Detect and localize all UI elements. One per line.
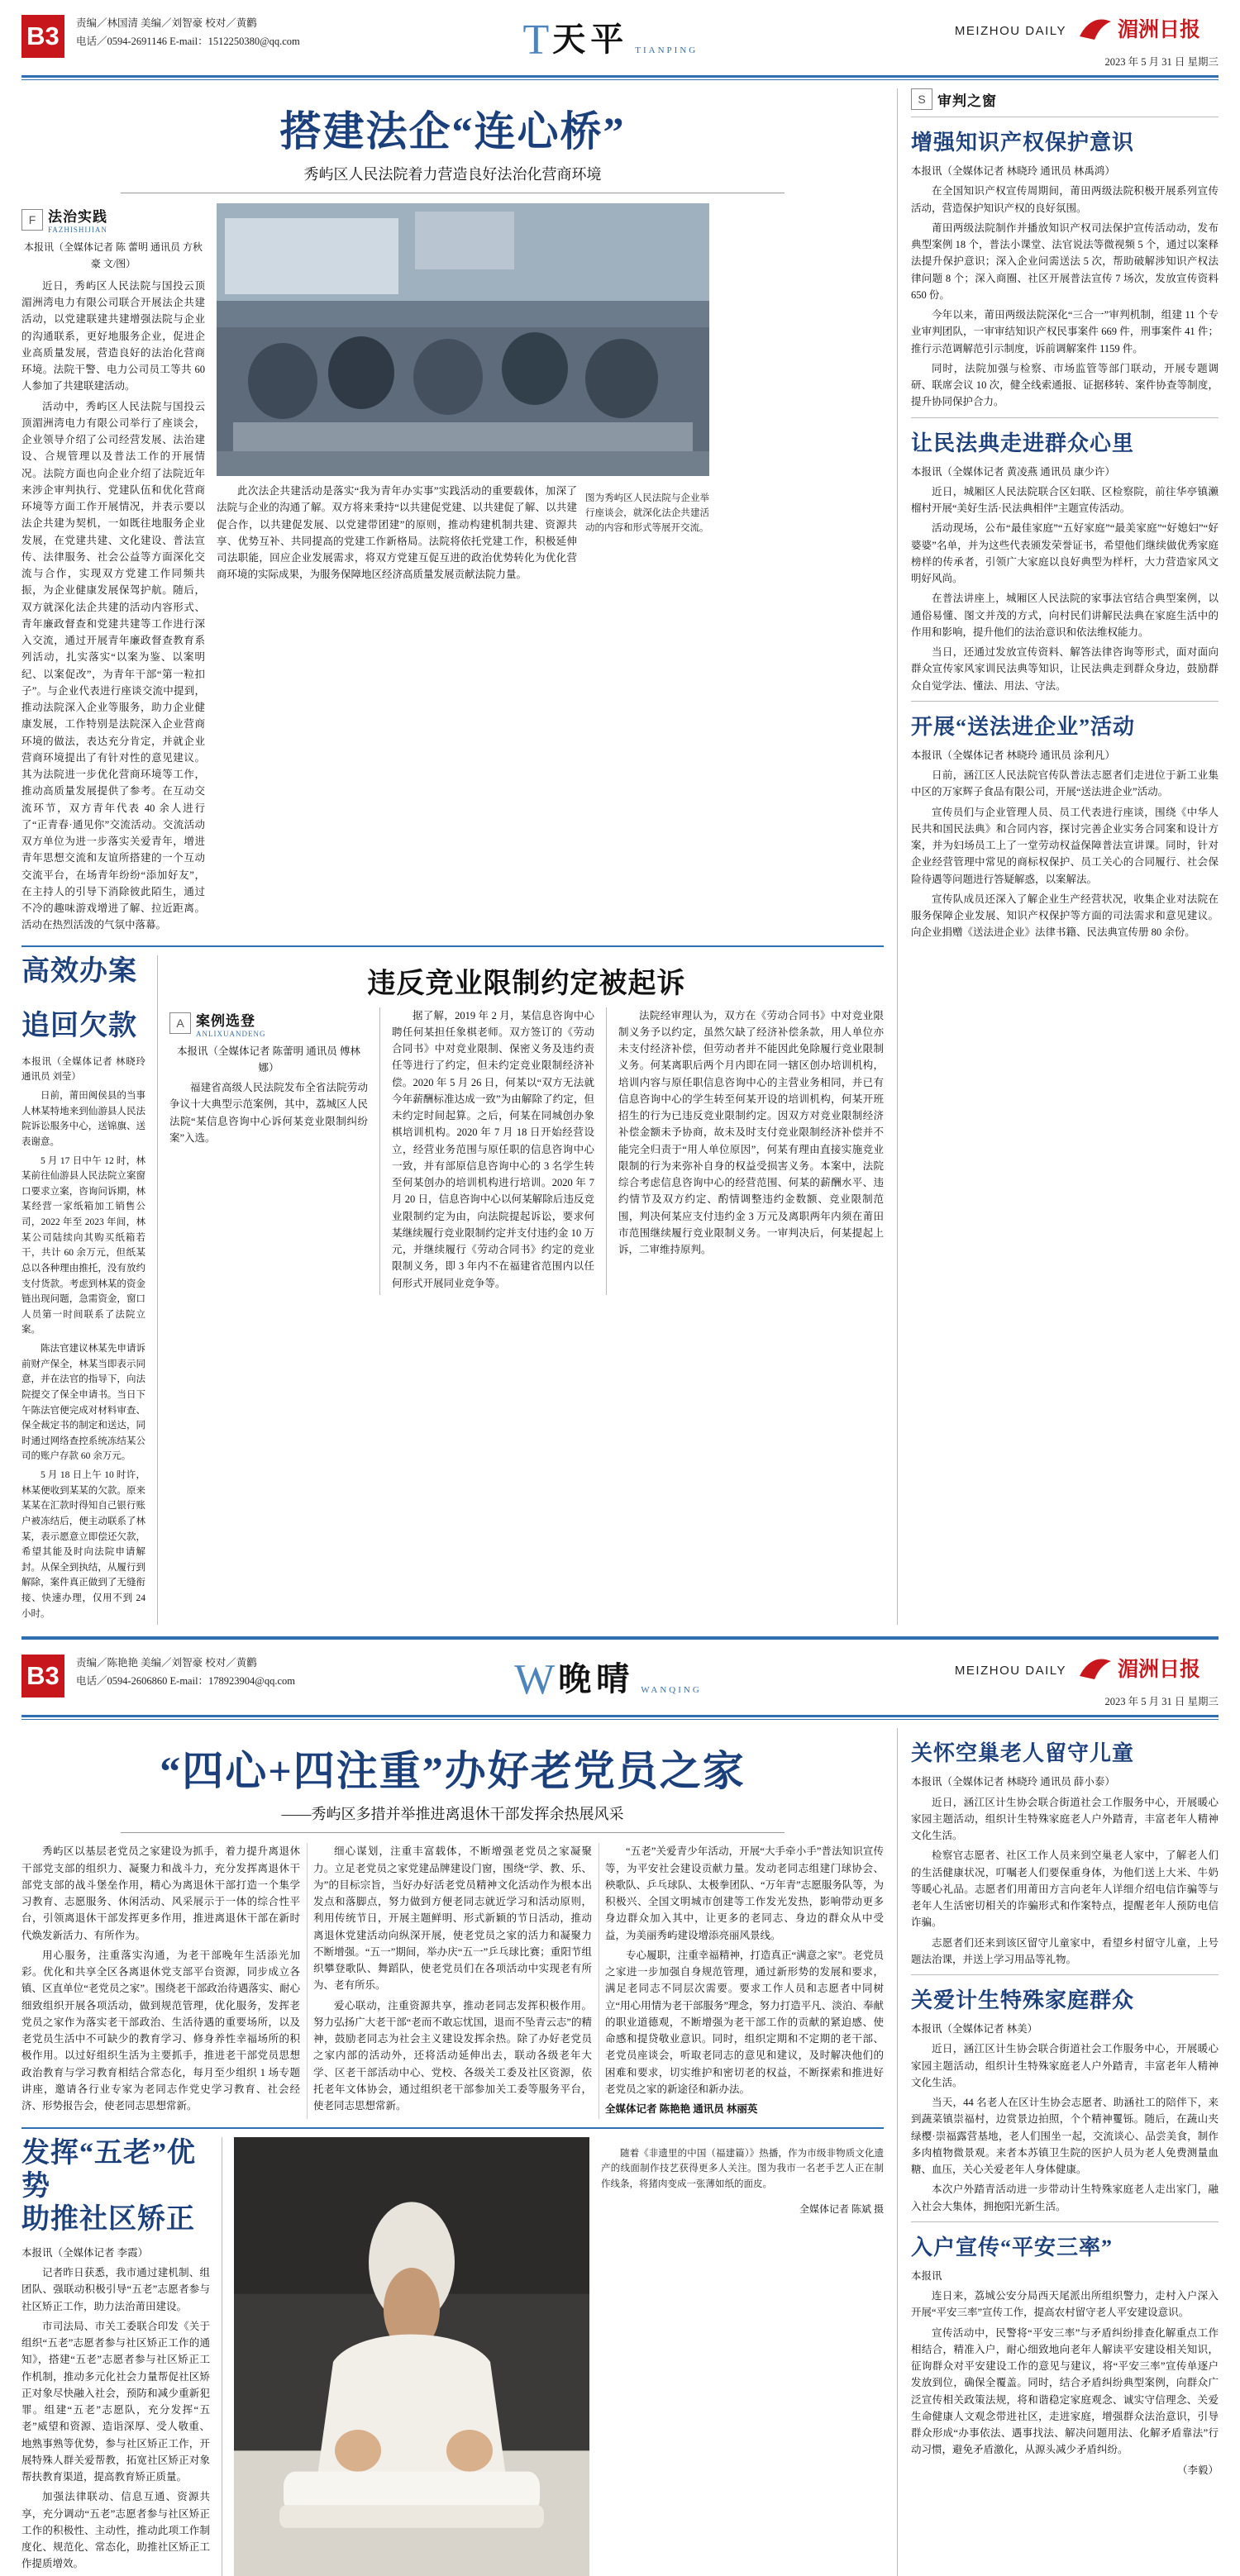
- second-lead-subhead: ——秀屿区多措并举推进离退休干部发挥余热展风采: [281, 1806, 624, 1823]
- bottom-page-body: [0, 1720, 1240, 2575]
- lead-para-0: 近日，秀屿区人民法院与国投云顶湄洲湾电力有限公司联合开展法企共建活动，以党建联建共建增强法院与企业的沟通联系，更好地服务企业，促进企业高质量发展，营造良好的法治化营商环境。法院干警、电力公司员工等共 60 人参加了共建联建活动。: [21, 279, 205, 393]
- five-elders-article: [21, 2137, 210, 2576]
- side-1-para-2: 在普法讲座上，城厢区人民法院的家事法官结合典型案例，以通俗易懂、图文并茂的方式，向村民们讲解民法典在家庭生活中的作用和影响，提升他们的法治意识和依法维权能力。: [911, 593, 1219, 638]
- lead-section-title: 法治实践: [48, 209, 107, 225]
- mid-byline: 本报讯（全媒体记者 陈蕾明 通讯员 傅林娜）: [177, 1045, 360, 1074]
- bottom-side-0-para-1: 检察官志愿者、社区工作人员来到空巢老人家中，了解老人们的生活健康状况，叮嘱老人们要保重身体，为他们送上大米、牛奶等暖心礼品。志愿者们用莆田方言向老年人详细介绍电信诈骗等与老年人生活密切相关的诈骗形式和作案特点，提醒老年人预防电信诈骗。: [911, 1850, 1219, 1929]
- side-byline-2: 本报讯（全媒体记者 林晓玲 通讯员 涂利凡）: [911, 749, 1115, 761]
- chef-caption-credit: 全媒体记者 陈斌 摄: [799, 2202, 884, 2215]
- mid-section-title: 案例选登: [196, 1012, 255, 1029]
- second-lead-para-0: 秀屿区以基层老党员之家建设为抓手，着力提升离退休干部党支部的组织力、凝聚力和战斗力，充分发挥离退休干部党支部的战斗堡垒作用，精心为离退休干部打造一个集学习教育、志愿服务、休闲活动、风采展示于一体的综合性平台，引领离退休干部发挥更多作用，推进离退休干部在新时代焕发新活力、有所作为。: [21, 1845, 300, 1941]
- bottom-side-divider-0: [911, 1974, 1219, 1975]
- second-lead-body: [21, 1843, 884, 2118]
- page-separator: [21, 1636, 1219, 1640]
- lead-section-label: [21, 205, 205, 234]
- lead-photo: [217, 203, 709, 476]
- vertical-rule-1: [157, 955, 158, 1626]
- mid-section-pinyin: ANLIXUANDENG: [196, 1029, 266, 1038]
- second-lead-signature: 全媒体记者 陈艳艳 通讯员 林丽英: [605, 2103, 758, 2115]
- lead-para-1: 活动中，秀屿区人民法院与国投云顶湄洲湾电力有限公司举行了座谈会，企业领导介绍了公司经营发展、法治建设、合规管理以及普法工作的开展情况。法院方面也向企业介绍了法院近年来涉企审判执行、党建队伍和优化营商环境等方面工作开展情况，并表示要以法企共建为契机，一如既往地服务企业发展，在党建共建、文化建设、普法宣传、法律服务、社会公益等方面深化交流与合作，实现双方党建工作同频共振，为企业健康发展保驾护航。随后，双方就深化法企共建的活动内容形式、青年廉政督查和党建共建等工作进行深入交流，通过开展青年廉政督查教育系列活动，扎实落实“以案为鉴、以案明纪、以案促改”，为青年干部“第一粒扣子”。与企业代表进行座谈交流中提到，推动法院深入企业等服务，助力企业健康发展，工作特别是法院深入企业营商环境的做法，表达充分肯定，并就企业营商环境提出了有针对性的意见建议。其为法院进一步优化营商环境等工作，推动高质量发展提供了参考。在互动交流环节，双方青年代表 40 余人进行了“正青春·通见你”交流活动。交流活动双方单位为进一步落实关爱青年，增进青年思想交流和友谊所搭建的一个互动交流平台，在场青年纷纷“添加好友”，在主持人的引导下消除彼此陌生，通过不冷的趣味游戏增进了解、拉近距离。活动在热烈活泼的气氛中落幕。: [21, 400, 205, 931]
- side-2-para-1: 宣传员们与企业管理人员、员工代表进行座谈，围绕《中华人民共和国民法典》和合同内容，探讨完善企业实务合同案和设计方案，并为妇场员工上了一堂劳动权益保障普法宣讲课。同时，针对企业经营管理中常见的商标权保护、员工关心的合同履行、社会保险待遇等问题进行答疑解惑，以案解法。: [911, 806, 1219, 885]
- side-section-initial-icon: S: [911, 88, 932, 110]
- bottom-side-title-1: 关爱计生特殊家庭群众: [911, 1988, 1135, 2012]
- section-initial-icon: F: [21, 209, 43, 231]
- five-elders-para-0: 记者昨日获悉，我市通过建机制、组团队、强联动积极引导“五老”志愿者参与社区矫正工作，助力法治莆田建设。: [21, 2267, 210, 2312]
- side-section-badge: [911, 88, 1219, 110]
- bottom-side-0-para-2: 志愿者们还来到该区留守儿童家中，看望乡村留守儿童，上号题法治课，并送上学习用品等礼物。: [911, 1936, 1219, 1965]
- side-1-para-1: 活动现场，公布“最佳家庭”“五好家庭”“最美家庭”“好媳妇”“好婆婆”名单，并为这些代表颁发荣誉证书，希望他们继续做优秀家庭榜样的传承者，引领广大家庭以良好典型为样杆，大力营造家风文明好风尚。: [911, 522, 1219, 584]
- chef-caption-block: [601, 2137, 884, 2576]
- efficient-para-0: 日前，莆田闽侯县的当事人林某特地来到仙游县人民法院诉讼服务中心，送锦旗、送表谢意。: [21, 1091, 145, 1147]
- side-article-1: [911, 426, 1219, 694]
- bottom-side-article-0: [911, 1736, 1219, 1968]
- section-title-bottom: 晚晴: [558, 1660, 635, 1698]
- masthead-rule-bottom: [21, 1715, 1219, 1717]
- five-elders-para-1: 市司法局、市关工委联合印发《关于组织“五老”志愿者参与社区矫正工作的通知》，搭建“五老”志愿者参与社区矫正工作机制，推动多元化社会力量帮促社区矫正对象尽快融入社会，预防和减少重新犯罪。组建“五老”志愿队，充分发挥“五老”威望和资源、造诣深厚、受人敬重、地熟事熟等优势，参与社区矫正工作，开展特殊人群关爱帮教，拓宽社区矫正对象帮扶教育渠道，提高教育矫正质量。: [21, 2320, 210, 2483]
- mid-section-label: [169, 1009, 368, 1038]
- section-pinyin-bottom: WANQING: [641, 1685, 702, 1696]
- side-0-para-0: 在全国知识产权宣传周期间，莆田两级法院积极开展系列宣传活动，营造保护知识产权的良好氛围。: [911, 185, 1219, 214]
- efficient-title-1: 高效办案: [21, 955, 137, 987]
- svg-text:湄洲日报: 湄洲日报: [1118, 19, 1201, 41]
- efficient-article: [21, 955, 145, 1626]
- masthead-credits-bottom: [76, 1655, 295, 1691]
- lead-subhead: 秀屿区人民法院着力营造良好法治化营商环境: [303, 166, 602, 183]
- svg-text:湄洲日报: 湄洲日报: [1118, 1659, 1201, 1682]
- second-lead-headline: “四心+四注重”办好老党员之家: [160, 1748, 746, 1795]
- lead-section-pinyin: FAZHISHIJIAN: [48, 226, 107, 234]
- chef-photo: [234, 2137, 589, 2576]
- bottom-side-byline-0: 本报讯（全媒体记者 林晓玲 通讯员 薛小泰）: [911, 1776, 1115, 1788]
- five-elders-title-2: 助推社区矫正: [21, 2203, 195, 2235]
- efficient-para-1: 5 月 17 日中午 12 时，林某前往仙游县人民法院立案窗口要求立案，咨询问诉期，林某经营一家纸箱加工销售公司，2022 年至 2023 年间，林某公司陆续向其购买纸箱若干，共计 60 余万元，但纸某总以各种理由推托，没有放约支付货款。考虑到林某的资金链出现问题，急需资金，窗口人员第一时间联系了法院立案。: [21, 1155, 145, 1336]
- bottom-side-1-para-1: 当天，44 名老人在区计生协会志愿者、助涵社工的陪伴下，来到蔬菜镇崇福村，边赏景边拍照，个个精神矍铄。随后，在蔬山夹绿樱·崇福露营基地，老人们围坐一起，交流谈心、品尝美食，制作多肉植物微景观。来者本苏镇卫生院的医护人员为老人免费测量血糖、血压，关心关爱老年人身体健康。: [911, 2097, 1219, 2175]
- bottom-side-byline-2: 本报讯: [911, 2269, 942, 2282]
- masthead-brand-top: [921, 15, 1219, 69]
- section-title-top: 天平: [552, 21, 629, 58]
- credit-line-1-bottom: 责编／陈艳艳 美编／刘智豪 校对／黄鹳: [76, 1657, 257, 1669]
- bottom-side-2-para-0: 连日来，荔城公安分局西天尾派出所组织警力，走村入户深入开展“平安三率”宣传工作，提高农村留守老人平安建设意识。: [911, 2290, 1219, 2319]
- section-initial-bottom: W: [514, 1656, 556, 1704]
- lead-article: [21, 203, 884, 937]
- bottom-main-divider: [21, 2127, 884, 2129]
- mid-headline: 违反竞业限制约定被起诉: [367, 968, 686, 999]
- side-1-para-3: 当日，还通过发放宣传资料、解答法律咨询等形式，面对面向群众宣传家风家训民法典等知识，让民法典走到群众身边，鼓励群众自觉学法、懂法、用法、守法。: [911, 646, 1219, 692]
- mid-article: [169, 955, 884, 1626]
- side-0-para-3: 同时，法院加强与检察、市场监管等部门联动，开展专题调研、联席会议 10 次，健全线索通报、证据移转、案件协查等制度，提升协同保护合力。: [911, 362, 1219, 408]
- efficient-byline: 本报讯（全媒体记者 林晓玲 通讯员 刘莹）: [21, 1056, 145, 1083]
- top-main-column: [21, 88, 898, 1625]
- mid-para-2: 法院经审理认为，双方在《劳动合同书》中对竞业限制义务予以约定，虽然欠缺了经济补偿条款，用人单位亦未支付经济补偿，但劳动者并不能因此免除履行竞业限制义务。何某离职后两个月内即在同一辖区创办培训机构，培训内容与原任职信息咨询中心的主营业务相同，并已有信息咨询中心的学生转至何某开设的培训机构，何某开班招生的行为已违反竞业限制约定。因双方对竞业限制经济补偿金额未予协商，故未及时支付竞业限制经济补偿并不能完全归责于“用人单位原因”，何某有理由直接实施竞业限制的行为来弥补自身的权益受损害义务。本案中，法院综合考虑信息咨询中心的经营范围、何某的薪酬水平、违约情节及双方约定、酌情调整违约金数额、竞业限制范围，判决何某应支付违约金 3 万元及离职两年内须在莆田市范围继续履行竞业限制义务。一审判决后，何某提起上诉，二审维持原判。: [618, 1009, 884, 1256]
- side-byline-0: 本报讯（全媒体记者 林晓玲 通讯员 林禹鸿）: [911, 165, 1115, 177]
- side-divider-2: [911, 701, 1219, 702]
- credit-line-2-bottom: 电话／0594-2606860 E-mail：178923904@qq.com: [76, 1675, 295, 1688]
- bottom-side-article-2: [911, 2231, 1219, 2478]
- masthead-bottom: [0, 1651, 1240, 1708]
- side-0-para-1: 莆田两级法院制作并播放知识产权司法保护宣传活动动，发布典型案例 18 个，普法小课堂、法官说法等微视频 5 个，通过以案释法提升保护意识；深入企业问需送法 5 次，帮助破解涉知识产权法律问题 8 个；深入商圈、社区开展普法宣传 7 场次，发放宣传资料 650 份。: [911, 221, 1219, 301]
- top-side-column: [898, 88, 1219, 1625]
- side-divider-1: [911, 417, 1219, 418]
- second-lead-para-4: “五老”关爱青少年活动，开展“大手牵小手”普法知识宣传等，为平安社会建设贡献力量。发动老同志组建门球协会、秧歌队、乒乓球队、太极拳团队、“万年青”志愿服务队等，为积极兴、全国文明城市创建等工作发光发热，影响带动更多身边群众加入其中，让更多的老同志、身边的群众从中受益，为美丽秀屿建设增添亮丽风景线。: [605, 1845, 884, 1941]
- masthead-top: [0, 0, 1240, 69]
- bottom-side-column: [898, 1728, 1219, 2575]
- side-1-para-0: 近日，城厢区人民法院联合区妇联、区检察院，前往华亭镇濑榴村开展“美好生活·民法典相伴”主题宣传活动。: [911, 485, 1219, 514]
- top-main-divider: [21, 945, 884, 947]
- bottom-side-title-0: 关怀空巢老人留守儿童: [911, 1741, 1135, 1766]
- section-pinyin-top: TIANPING: [635, 45, 699, 55]
- five-elders-para-2: 加强法律联动、信息互通、资源共享，充分调动“五老”志愿者参与社区矫正工作的积极性、主动性，推动此项工作制度化、规范化、常态化，助推社区矫正工作提质增效。: [21, 2491, 210, 2570]
- masthead-brand-bottom: [921, 1655, 1219, 1708]
- chef-caption-text: 随着《非遗里的中国（福建篇）》热播，作为市级非物质文化遗产的线面制作技艺获得更多人关注。图为我市一名老手艺人正在制作线条，将猪肉变成一张薄如纸的面皮。: [601, 2149, 884, 2189]
- second-lead-para-1: 用心服务，注重落实沟通，为老干部晚年生活添光加彩。优化和共享全区各离退休党支部平台资源，同步成立各镇、区直单位“老党员之家”。围绕老干部政治待遇落实、耐心细致组织开展各项活动，做到规范管理，优化服务，发挥老党员之家作为落实老干部政治、生活待遇的重要场所，以及老党员生活中不可缺少的教育学习、修身养性幸福场所的积极作用。以过好组织生活为主要抓手，推进老干部党员思想政治教育与学习教育相结合常态化，每月至少组织 1 场专题讲座，邀请各行业专家为老同志作党史学习教育、社会经济、形势报告会，使老同志思想常新。: [21, 1949, 300, 2112]
- side-0-para-2: 今年以来，莆田两级法院深化“三合一”审判机制，组建 11 个专业审判团队，一审审结知识产权民事案件 669 件，刑事案件 41 件；推行示范调解范引示制度，诉前调解案件 1159 件。: [911, 309, 1219, 355]
- side-article-0: [911, 126, 1219, 411]
- mid-para-0: 福建省高级人民法院发布全省法院劳动争议十大典型示范案例，其中，荔城区人民法院“某信息咨询中心诉何某竞业限制纠纷案”入选。: [169, 1082, 368, 1144]
- page-badge-bottom: B3: [21, 1655, 64, 1697]
- side-2-para-0: 日前，涵江区人民法院官传队普法志愿者们走进位于新工业集中区的万家辉子食品有限公司，开展“送法进企业”活动。: [911, 769, 1219, 798]
- masthead-rule-top: [21, 75, 1219, 78]
- side-title-0: 增强知识产权保护意识: [911, 131, 1135, 155]
- credit-line-2: 电话／0594-2691146 E-mail：1512250380@qq.com: [76, 35, 300, 47]
- bottom-side-2-credit: （李毅）: [1176, 2464, 1219, 2476]
- masthead-credits-top: [76, 15, 300, 51]
- paper-logo-bottom: [1078, 1655, 1219, 1687]
- efficient-title-2: 追回欠款: [21, 1010, 137, 1041]
- five-elders-title-1: 发挥“五老”优势: [21, 2137, 196, 2202]
- bottom-side-0-para-0: 近日，涵江区计生协会联合街道社会工作服务中心，开展暖心家园主题活动，组织计生特殊家庭老人户外踏青，丰富老年人精神文化生活。: [911, 1796, 1219, 1841]
- efficient-para-3: 5 月 18 日上午 10 时许，林某便收到某某的欠款。原来某某在汇款时得知自己银行账户被冻结后，便主动联系了林某，表示愿意立即偿还欠款，希望其能及时向法院申请解封。从保全到执结，从履行到解除，案件真正做到了无缝衔接、快速办理，仅用不到 24 小时。: [21, 1470, 145, 1619]
- bottom-side-byline-1: 本报讯（全媒体记者 林美）: [911, 2023, 1038, 2035]
- side-byline-1: 本报讯（全媒体记者 黄凌燕 通讯员 康少许）: [911, 465, 1115, 478]
- bottom-main-column: [21, 1728, 898, 2575]
- bottom-side-1-para-2: 本次户外踏青活动进一步带动计生特殊家庭老人走出家门，融入社会大集体，拥抱阳光新生活。: [911, 2183, 1219, 2212]
- side-2-para-2: 宣传队成员还深入了解企业生产经营状况，收集企业对法院在服务保障企业发展、知识产权保护等方面的司法需求和意见建议。向企业捐赠《送法进企业》法律书籍、民法典宣传册 80 余份。: [911, 893, 1219, 939]
- mid-para-1: 据了解，2019 年 2 月，某信息咨询中心聘任何某担任象棋老师。双方签订的《劳动合同书》中对竞业限制、保密义务及违约责任等进行了约定，但未约定竞业限制经济补偿。2020 年 5 月 26 日，何某以“双方无法就今年薪酬标准达成一致”为由解除了约定，但未约定时间起算。之后，何某在同城创办象棋培训机构。2020 年 7 月 18 日开始经营设立，经营业务范围与原任职的信息咨询中心一致，并有部原信息咨询中心的 3 名学生转至何某创办的培训机构进行培训。2020 年 7 月 20 日，信息咨询中心以何某解除后违反竞业限制约定为由，向法院提起诉讼，要求何某继续履行竞业限制约定并支付违约金 10 万元，并继续履行《劳动合同书》约定的竞业限制义务，即 3 年内不在福建省范围内以任何形式开展同业竞争等。: [392, 1009, 594, 1289]
- paper-name-en-top: MEIZHOU DAILY: [954, 24, 1066, 38]
- paper-name-en-bottom: MEIZHOU DAILY: [954, 1664, 1066, 1678]
- side-title-2: 开展“送法进企业”活动: [911, 714, 1136, 739]
- bottom-side-divider-1: [911, 2221, 1219, 2222]
- bottom-side-2-para-1: 宣传活动中，民警将“平安三率”与矛盾纠纷排查化解重点工作相结合，精准入户，耐心细致地向老年人解读平安建设相关知识，征询群众对平安建设工作的意见与建议，将“平安三率”宣传单逐户发放到位，确保全覆盖。同时，结合矛盾纠纷典型案例，向群众广泛宣传相关政策法规，将和谐稳定家庭观念、诚实守信理念、关爱生命健康人文观念带进社区，走进家庭，增强群众法治意识，引导群众形成“办事依法、遇事找法、解决问题用法、化解矛盾靠法”行动习惯，避免矛盾激化，从源头减少矛盾纠纷。: [911, 2326, 1219, 2456]
- second-lead-rule: [121, 1832, 785, 1833]
- side-section-title: 审判之窗: [937, 93, 997, 109]
- mid-section-initial-icon: A: [169, 1012, 191, 1034]
- bottom-side-1-para-0: 近日，涵江区计生协会联合街道社会工作服务中心，开展暖心家园主题活动，组织计生特殊家庭老人户外踏青，丰富老年人精神文化生活。: [911, 2043, 1219, 2088]
- vertical-rule-3: [606, 1007, 607, 1295]
- side-title-1: 让民法典走进群众心里: [911, 431, 1135, 455]
- lead-photo-caption: 图为秀屿区人民法院与企业举行座谈会，就深化法企共建活动的内容和形式等展开交流。: [585, 493, 709, 534]
- bottom-second-row: [21, 2137, 884, 2576]
- issue-date-bottom: 2023 年 5 月 31 日 星期三: [1104, 1696, 1219, 1708]
- paper-logo-top: [1078, 15, 1219, 47]
- second-lead-para-2: 细心谋划，注重丰富载体，不断增强老党员之家凝聚力。立足老党员之家党建品牌建设门窗，围绕“学、教、乐、为”的目标宗旨，当好办好活老党员精神文化活动作为根本出发点和落脚点，努力做到方便老同志就近学习和活动原则，利用传统节日，开展主题鲜明、形式新颖的节日活动，推动离退休党建活动向纵深开展，使老党员之家的活力和凝聚力不断增强。“五一”期间，举办庆“五一”乒乓球比赛；重阳节组织攀登歌队、舞蹈队，使老党员们在各项活动中实现老有所为、老有所乐。: [313, 1845, 592, 1992]
- section-title-block-top: [300, 13, 921, 64]
- lead-headline: 搭建法企“连心桥”: [279, 108, 626, 155]
- credit-line-1: 责编／林国清 美编／刘智豪 校对／黄鹳: [76, 17, 257, 29]
- page-badge-top: B3: [21, 15, 64, 58]
- second-lead-para-5: 专心履职，注重幸福精神，打造真正“满意之家”。老党员之家进一步加强自身规范管理，通过新形势的发展和要求，满足老同志不同层次需要。要求工作人员和志愿者中同树立“用心用情为老干部服务”理念，努力打造平凡、淡泊、奉献的职业道德观，不断增强为老干部工作的贡献的紧迫感、使命感和提贷敬业意识。同时，组织定期和不定期的老干部、老党员座谈会，听取老同志的意见和建议，及时解决他们的困难和要求，切实维护和密切老的权益，不断探索和推进好老党员之家的新途径和新办法。: [605, 1949, 884, 2095]
- vertical-rule-2: [379, 1007, 380, 1295]
- efficient-para-2: 陈法官建议林某先申请诉前财产保全，林某当即表示同意，并在法官的指导下，向法院提交了保全申请书。当日下午陈法官便完成对材料审查、保全裁定书的制定和送达，同时通过网络查控系统冻结某公司的账户存款 60 余万元。: [21, 1344, 145, 1462]
- issue-date-top: 2023 年 5 月 31 日 星期三: [1104, 56, 1219, 68]
- bottom-side-title-2: 入户宣传“平安三率”: [911, 2235, 1114, 2259]
- side-article-2: [911, 710, 1219, 941]
- bottom-side-article-1: [911, 1983, 1219, 2215]
- section-title-block-bottom: [295, 1653, 921, 1704]
- section-initial-top: T: [522, 17, 550, 64]
- lead-byline: 本报讯（全媒体记者 陈 蕾明 通讯员 方秋豪 文/图）: [23, 241, 203, 270]
- lead-para-2: 此次法企共建活动是落实“我为青年办实事”实践活动的重要载体，加深了法院与企业的沟通了解。双方将来秉持“以共建促党建、以共建促了解、以共建促合作，以共建促发展、以党建带团建”的原则，推动构建机制共建、资源共享、优势互补、共同提高的党建工作新格局。法院将依托党建工作，积极延伸司法职能，回应企业发展需求，将双方党建互促互进的政治优势转化为优化营商环境的实际成果，为服务保障地区经济高质量发展贡献法院力量。: [217, 485, 577, 581]
- second-row: [21, 955, 884, 1626]
- five-elders-byline: 本报讯（全媒体记者 李霞）: [21, 2246, 149, 2259]
- second-lead-para-3: 爱心联动，注重资源共享，推动老同志发挥积极作用。努力弘扬广大老干部“老而不敢忘忧国，退而不坠青云志”的精神，鼓励老同志为社会主义建设发挥余热。除了办好老党员之家内部的活动外，还将活动延伸出去，联动各级老年大学、区老干部活动中心、党校、各级关工委及社区资源，依托老年文体协会，通过组织老干部参加关工委等服务平台，使老同志思想常新。: [313, 1999, 592, 2112]
- top-page-body: [0, 80, 1240, 1625]
